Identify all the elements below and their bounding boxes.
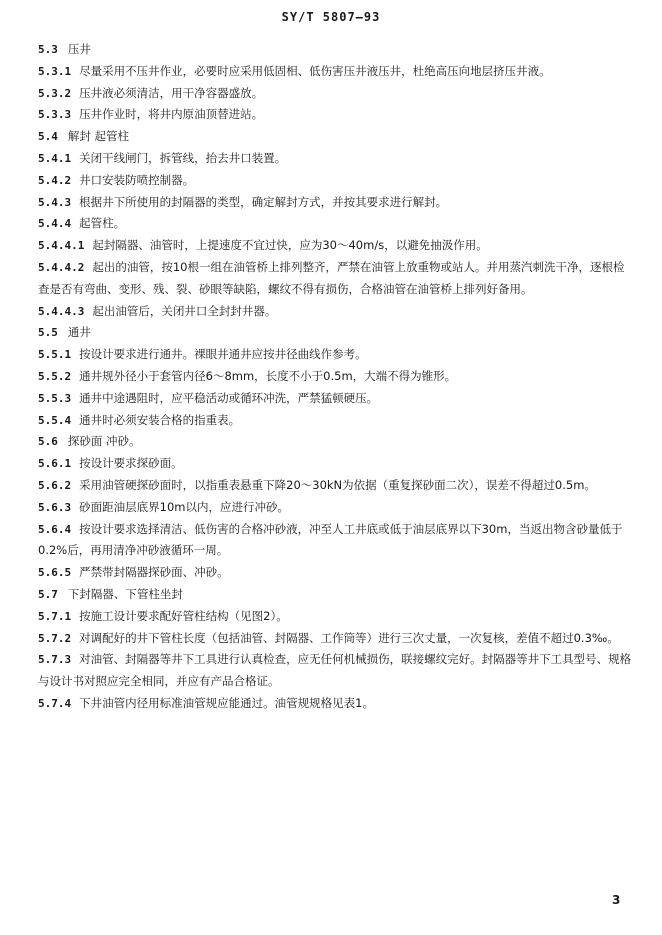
- clause: [38, 366, 634, 388]
- clause-text: 采用油管硬探砂面时，以指重表悬重下降20～30kN为依据（重复探砂面二次），误差不得超过0.5m。: [79, 477, 596, 492]
- page-number: 3: [612, 893, 621, 907]
- clause-text: 探砂面 冲砂。: [67, 434, 141, 449]
- clause-number: 5.5: [38, 326, 58, 340]
- clause: [38, 453, 634, 475]
- clause: [38, 628, 634, 650]
- clause-number: 5.4.4.3: [38, 304, 85, 318]
- clause-number: 5.4: [38, 130, 58, 144]
- clause: [38, 83, 634, 105]
- clause-number: 5.7: [38, 587, 58, 601]
- section-heading: [38, 431, 634, 453]
- clause-text: 砂面距油层底界10m以内，应进行冲砂。: [79, 499, 289, 514]
- clause-text: 按施工设计要求配好管柱结构（见图2）。: [79, 608, 288, 623]
- clause-text: 井口安装防喷控制器。: [79, 172, 195, 187]
- clause-text: 按设计要求选择清洁、低伤害的合格冲砂液，冲至人工井底或低于油层底界以下30m，当返出物含砂量低于0.2%后，再用清净冲砂液循环一周。: [38, 521, 623, 558]
- clause-number: 5.7.3: [38, 653, 72, 667]
- clause: [38, 213, 634, 235]
- clause: [38, 257, 634, 301]
- clause-number: 5.3.3: [38, 108, 72, 122]
- section-heading: [38, 39, 634, 61]
- clause-number: 5.4.4: [38, 217, 72, 231]
- clause: [38, 170, 634, 192]
- clause-number: 5.3: [38, 43, 58, 56]
- clause-number: 5.6: [38, 435, 58, 449]
- clause-number: 5.4.2: [38, 173, 72, 187]
- clause-text: 压井: [67, 42, 91, 56]
- clause: [38, 497, 634, 519]
- clause: [38, 344, 634, 366]
- clause-text: 起管柱。: [79, 216, 126, 231]
- clause-number: 5.7.1: [38, 609, 72, 623]
- clause-number: 5.4.3: [38, 195, 72, 209]
- clause-number: 5.3.2: [38, 86, 72, 100]
- page-header: SY/T 5807—93: [281, 10, 381, 24]
- clause-text: 通井中途遇阻时，应平稳活动或循环冲洗，严禁猛顿硬压。: [79, 390, 379, 405]
- clause-text: 关闭干线闸门，拆管线，抬去井口装置。: [79, 150, 287, 165]
- clause-text: 对调配好的井下管柱长度（包括油管、封隔器、工作筒等）进行三次丈量，一次复核，差值不超过0.3‰。: [79, 630, 619, 645]
- document-body: [38, 39, 634, 715]
- clause-number: 5.6.3: [38, 500, 72, 514]
- clause-number: 5.4.4.1: [38, 239, 85, 253]
- clause-text: 对油管、封隔器等井下工具进行认真检查，应无任何机械损伤，联接螺纹完好。封隔器等井下工具型号、规格与设计书对照应完全相同，并应有产品合格证。: [38, 652, 632, 689]
- clause-number: 5.3.1: [38, 64, 72, 78]
- clause-number: 5.4.1: [38, 151, 72, 165]
- clause-number: 5.7.2: [38, 631, 72, 645]
- clause-text: 按设计要求进行通井。裸眼井通井应按井径曲线作参考。: [79, 347, 367, 362]
- clause-number: 5.6.5: [38, 566, 72, 580]
- clause: [38, 649, 634, 693]
- clause-text: 尽量采用不压井作业，必要时应采用低固相、低伤害压井液压井，杜绝高压向地层挤压井液。: [79, 63, 551, 78]
- clause: [38, 61, 634, 83]
- clause: [38, 519, 634, 563]
- clause-text: 通井规外径小于套管内径6～8mm，长度不小于0.5m，大端不得为锥形。: [79, 368, 457, 383]
- clause: [38, 235, 634, 257]
- clause-text: 压井液必须清洁，用干净容器盛放。: [79, 85, 264, 100]
- clause: [38, 562, 634, 584]
- clause-text: 压井作业时，将井内原油顶替进站。: [79, 107, 264, 122]
- clause-text: 解封 起管柱: [67, 129, 130, 144]
- clause-number: 5.6.1: [38, 457, 72, 471]
- clause-number: 5.4.4.2: [38, 260, 85, 274]
- clause: [38, 693, 634, 715]
- clause-text: 根据井下所使用的封隔器的类型，确定解封方式，并按其要求进行解封。: [79, 194, 448, 209]
- clause-number: 5.5.1: [38, 348, 72, 362]
- clause-text: 起出的油管，按10根一组在油管桥上排列整齐，严禁在油管上放重物或站人。并用蒸汽刺洗干净，逐根检查是否有弯曲、变形、残、裂、砂眼等缺陷，螺纹不得有损伤，合格油管在油管桥上排列好备用。: [38, 259, 625, 296]
- clause-text: 按设计要求探砂面。: [79, 456, 183, 471]
- clause: [38, 410, 634, 432]
- clause: [38, 606, 634, 628]
- clause-text: 通井: [67, 325, 91, 340]
- clause-number: 5.5.3: [38, 391, 72, 405]
- section-heading: [38, 322, 634, 344]
- clause-number: 5.5.2: [38, 369, 72, 383]
- clause: [38, 388, 634, 410]
- clause: [38, 148, 634, 170]
- clause-number: 5.5.4: [38, 413, 72, 427]
- clause-text: 下封隔器、下管柱坐封: [67, 586, 183, 601]
- clause-number: 5.7.4: [38, 696, 72, 710]
- clause-number: 5.6.4: [38, 522, 72, 536]
- clause: [38, 301, 634, 323]
- clause: [38, 104, 634, 126]
- clause-text: 起封隔器、油管时，上提速度不宜过快，应为30～40m/s，以避免抽汲作用。: [92, 238, 488, 253]
- section-heading: [38, 584, 634, 606]
- clause: [38, 475, 634, 497]
- clause-number: 5.6.2: [38, 478, 72, 492]
- clause: [38, 192, 634, 214]
- clause-text: 起出油管后，关闭井口全封封井器。: [92, 303, 277, 318]
- clause-text: 严禁带封隔器探砂面、冲砂。: [79, 565, 229, 580]
- clause-text: 下井油管内径用标准油管规应能通过。油管规规格见表1。: [79, 695, 374, 710]
- section-heading: [38, 126, 634, 148]
- clause-text: 通井时必须安装合格的指重表。: [79, 412, 241, 427]
